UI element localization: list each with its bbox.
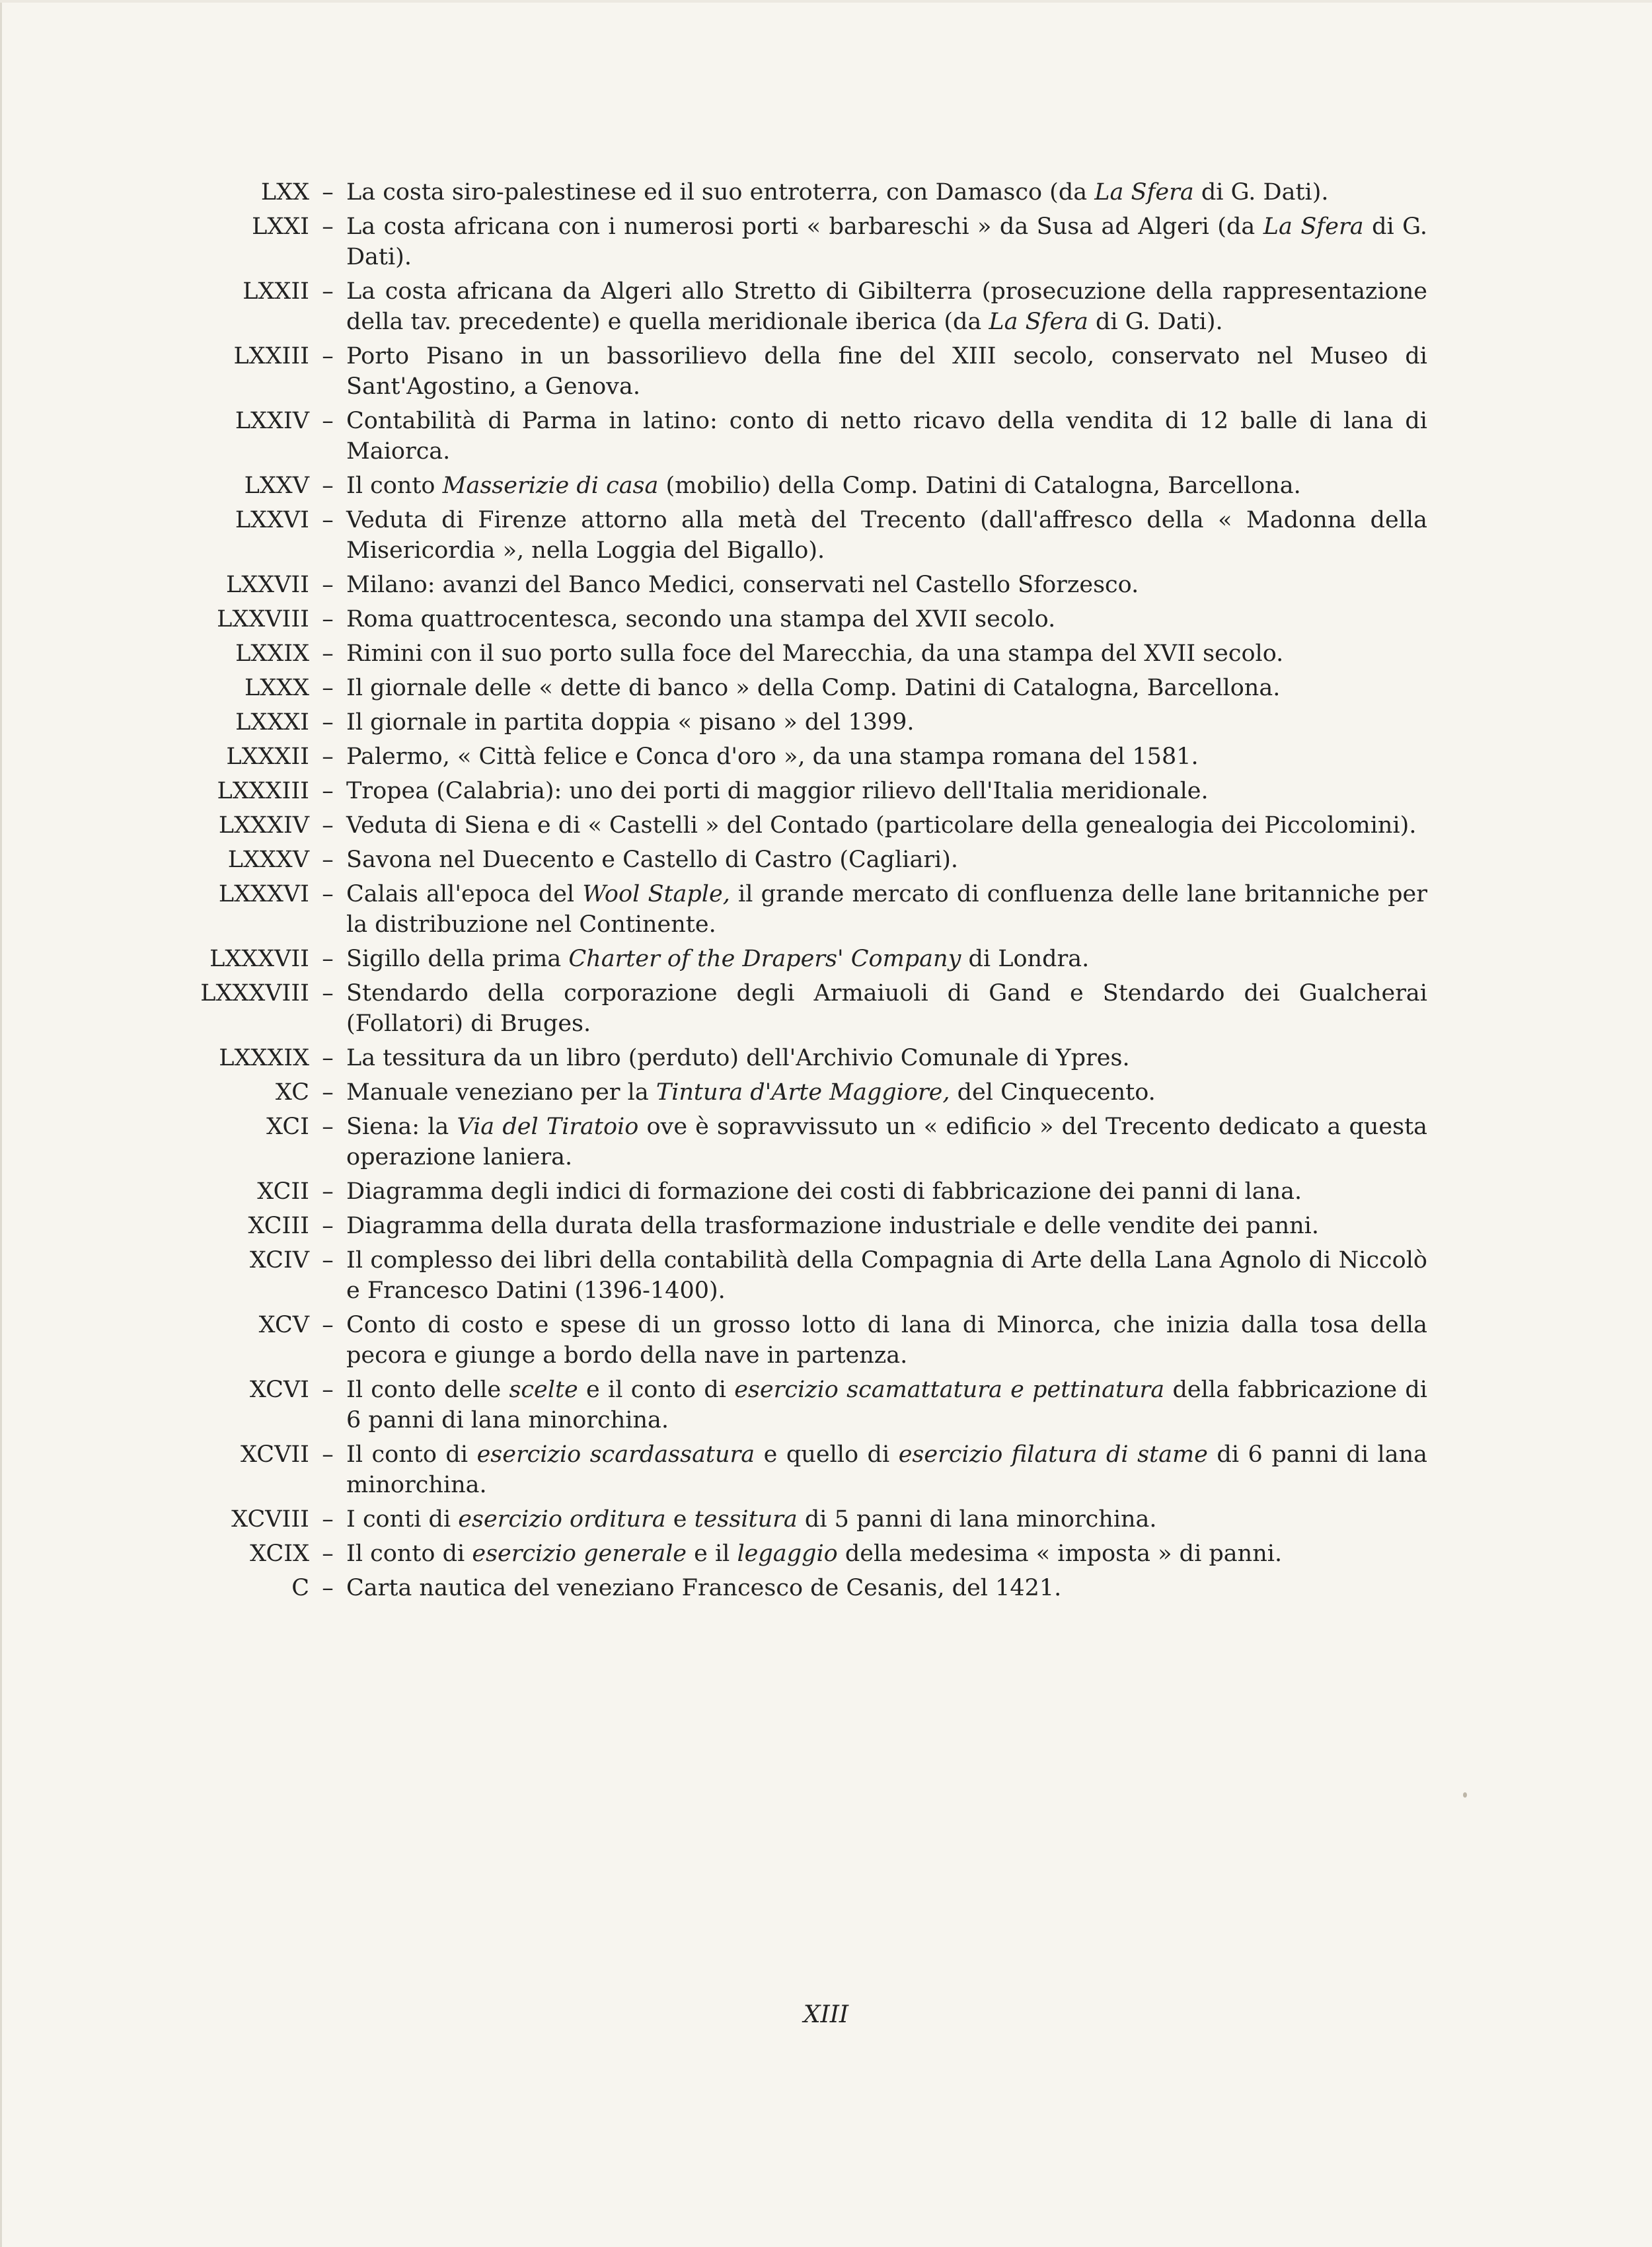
description-segment: Il conto (346, 473, 443, 499)
italic-title: esercizio filatura di stame (898, 1441, 1208, 1468)
description-segment: La tessitura da un libro (perduto) dell'Archivio Comunale di Ypres. (346, 1045, 1130, 1071)
plate-numeral: LXXXIII (217, 778, 309, 804)
entry-separator: – (322, 1045, 334, 1071)
plate-description (346, 471, 1480, 501)
description-segment: Il conto di (346, 1541, 472, 1567)
plate-description (346, 1077, 1480, 1108)
italic-title: La Sfera (1094, 179, 1194, 206)
description-segment: Veduta di Siena e di « Castelli » del Contado (particolare della genealogia dei Piccolomini). (346, 812, 1417, 839)
entry-separator: – (322, 1178, 334, 1205)
italic-title: Via del Tiratoio (457, 1114, 639, 1140)
italic-title: esercizio scardassatura (476, 1441, 755, 1468)
plate-numeral: XCVIII (231, 1506, 309, 1533)
plate-entry (159, 1176, 1480, 1207)
italic-title: Charter of the Drapers' Company (568, 946, 961, 972)
italic-title: tessitura (694, 1506, 798, 1533)
plate-entry (159, 810, 1480, 841)
plate-description (346, 707, 1480, 738)
plate-entry (159, 879, 1480, 940)
description-segment: La costa siro-palestinese ed il suo entroterra, con Damasco (da (346, 179, 1095, 206)
plate-description (346, 1211, 1480, 1241)
plate-entry (159, 505, 1480, 566)
plate-numeral: LXXXVIII (200, 980, 309, 1007)
description-segment: Stendardo della corporazione degli Armaiuoli di Gand e Stendardo dei Gualcherai (Follatori) di Bruges. (346, 980, 1427, 1037)
description-segment: di G. Dati). (346, 213, 1428, 270)
entry-separator: – (322, 709, 334, 736)
plate-list (159, 177, 1480, 1607)
plate-numeral: LXXI (252, 213, 309, 240)
plate-entry (159, 776, 1480, 806)
plate-numeral: LXXII (243, 278, 309, 305)
description-segment: Tropea (Calabria): uno dei porti di maggior rilievo dell'Italia meridionale. (346, 778, 1209, 804)
plate-numeral: XC (275, 1079, 309, 1106)
description-segment: Diagramma della durata della trasformazione industriale e delle vendite dei panni. (346, 1213, 1319, 1239)
plate-description (346, 1504, 1480, 1535)
description-segment: Veduta di Firenze attorno alla metà del Trecento (dall'affresco della « Madonna della Misericordia », nella Loggia del Bigallo). (346, 507, 1427, 564)
entry-separator: – (322, 1506, 334, 1533)
plate-description (346, 845, 1480, 875)
entry-separator: – (322, 473, 334, 499)
paper-speck (1463, 1792, 1467, 1798)
plate-entry (159, 742, 1480, 772)
description-segment: Calais all'epoca del (346, 881, 583, 907)
plate-description (346, 1375, 1480, 1435)
entry-separator: – (322, 408, 334, 434)
plate-description (346, 1176, 1480, 1207)
plate-description (346, 1573, 1480, 1603)
plate-description (346, 406, 1480, 467)
italic-title: La Sfera (989, 309, 1088, 335)
italic-title: Wool Staple, (582, 881, 730, 907)
plate-entry (159, 211, 1480, 272)
plate-numeral: LXXXVII (209, 946, 309, 972)
plate-numeral: XCV (258, 1312, 309, 1338)
description-segment: Roma quattrocentesca, secondo una stampa del XVII secolo. (346, 606, 1056, 632)
plate-numeral: XCI (266, 1114, 309, 1140)
entry-separator: – (322, 1441, 334, 1468)
entry-separator: – (322, 1575, 334, 1601)
plate-description (346, 1310, 1480, 1371)
description-segment: ove è sopravvissuto un « edificio » del Trecento dedicato a questa operazione laniera. (346, 1114, 1428, 1170)
entry-separator: – (322, 812, 334, 839)
plate-description (346, 810, 1480, 841)
entry-separator: – (322, 278, 334, 305)
plate-entry (159, 1439, 1480, 1500)
scan-edge (0, 0, 1652, 3)
plate-numeral: XCIX (250, 1541, 309, 1567)
entry-separator: – (322, 743, 334, 770)
plate-entry (159, 707, 1480, 738)
plate-numeral: LXXXI (235, 709, 309, 736)
description-segment: di G. Dati). (1193, 179, 1329, 206)
plate-entry (159, 1504, 1480, 1535)
plate-numeral: LXXXV (227, 847, 309, 873)
plate-description (346, 879, 1480, 940)
plate-numeral: XCIII (248, 1213, 309, 1239)
description-segment: Palermo, « Città felice e Conca d'oro », da una stampa romana del 1581. (346, 743, 1199, 770)
description-segment: Manuale veneziano per la (346, 1079, 656, 1106)
plate-description (346, 341, 1480, 402)
description-segment: il grande mercato di confluenza delle lane britanniche per la distribuzione nel Continente. (346, 881, 1427, 938)
entry-separator: – (322, 213, 334, 240)
description-segment: e (665, 1506, 695, 1533)
plate-description (346, 276, 1480, 337)
plate-entry (159, 604, 1480, 634)
description-segment: (mobilio) della Comp. Datini di Catalogna, Barcellona. (658, 473, 1301, 499)
italic-title: esercizio orditura (458, 1506, 666, 1533)
plate-numeral: LXXXIX (219, 1045, 309, 1071)
plate-entry (159, 471, 1480, 501)
entry-separator: – (322, 1079, 334, 1106)
plate-description (346, 638, 1480, 669)
plate-description (346, 776, 1480, 806)
description-segment: del Cinquecento. (950, 1079, 1156, 1106)
plate-numeral: XCVI (249, 1377, 309, 1403)
description-segment: Carta nautica del veneziano Francesco de Cesanis, del 1421. (346, 1575, 1062, 1601)
plate-description (346, 1439, 1480, 1500)
plate-numeral: LXXXVI (218, 881, 309, 907)
entry-separator: – (322, 847, 334, 873)
entry-separator: – (322, 778, 334, 804)
entry-separator: – (322, 343, 334, 369)
entry-separator: – (322, 507, 334, 533)
plate-numeral: LXXVII (225, 572, 309, 598)
entry-separator: – (322, 179, 334, 206)
description-segment: della fabbricazione di 6 panni di lana minorchina. (346, 1377, 1427, 1433)
entry-separator: – (322, 1312, 334, 1338)
entry-separator: – (322, 1247, 334, 1274)
description-segment: Rimini con il suo porto sulla foce del Marecchia, da una stampa del XVII secolo. (346, 640, 1284, 667)
plate-numeral: LXXVI (235, 507, 309, 533)
plate-entry (159, 570, 1480, 600)
description-segment: di Londra. (961, 946, 1090, 972)
plate-description (346, 1043, 1480, 1073)
entry-separator: – (322, 1114, 334, 1140)
plate-entry (159, 978, 1480, 1039)
entry-separator: – (322, 675, 334, 701)
plate-description (346, 673, 1480, 703)
description-segment: Il complesso dei libri della contabilità della Compagnia di Arte della Lana Agnolo di Niccolò e Francesco Datini (1396-1400). (346, 1247, 1427, 1304)
entry-separator: – (322, 1213, 334, 1239)
plate-description (346, 944, 1480, 974)
description-segment: Diagramma degli indici di formazione dei costi di fabbricazione dei panni di lana. (346, 1178, 1302, 1205)
plate-numeral: XCVII (240, 1441, 309, 1468)
plate-entry (159, 1573, 1480, 1603)
plate-entry (159, 1077, 1480, 1108)
plate-numeral: LXXIII (233, 343, 309, 369)
page-number: XIII (803, 2001, 849, 2028)
plate-description (346, 505, 1480, 566)
entry-separator: – (322, 980, 334, 1007)
plate-entry (159, 845, 1480, 875)
description-segment: Milano: avanzi del Banco Medici, conservati nel Castello Sforzesco. (346, 572, 1139, 598)
plate-entry (159, 638, 1480, 669)
plate-numeral: LXX (260, 179, 309, 206)
plate-description (346, 1245, 1480, 1306)
description-segment: Siena: la (346, 1114, 457, 1140)
italic-title: La Sfera (1263, 213, 1364, 240)
plate-description (346, 1539, 1480, 1569)
plate-description (346, 978, 1480, 1039)
description-segment: di 6 panni di lana minorchina. (346, 1441, 1428, 1498)
plate-numeral: C (291, 1575, 309, 1601)
entry-separator: – (322, 572, 334, 598)
plate-numeral: XCIV (249, 1247, 309, 1274)
plate-entry (159, 1211, 1480, 1241)
plate-numeral: LXXXII (226, 743, 309, 770)
plate-description (346, 1112, 1480, 1172)
plate-entry (159, 1375, 1480, 1435)
description-segment: di 5 panni di lana minorchina. (797, 1506, 1157, 1533)
plate-numeral: LXXX (244, 675, 309, 701)
plate-entry (159, 1112, 1480, 1172)
plate-numeral: LXXXIV (218, 812, 309, 839)
description-segment: Il conto delle (346, 1377, 509, 1403)
plate-numeral: LXXIV (235, 408, 309, 434)
italic-title: esercizio scamattatura e pettinatura (734, 1377, 1165, 1403)
description-segment: Sigillo della prima (346, 946, 569, 972)
plate-entry (159, 673, 1480, 703)
plate-numeral: LXXVIII (217, 606, 309, 632)
entry-separator: – (322, 881, 334, 907)
italic-title: legaggio (737, 1541, 838, 1567)
entry-separator: – (322, 1541, 334, 1567)
description-segment: della medesima « imposta » di panni. (837, 1541, 1283, 1567)
plate-entry (159, 177, 1480, 208)
description-segment: e il conto di (578, 1377, 735, 1403)
description-segment: di G. Dati). (1088, 309, 1223, 335)
plate-entry (159, 1539, 1480, 1569)
entry-separator: – (322, 946, 334, 972)
description-segment: e il (686, 1541, 737, 1567)
plate-numeral: LXXV (244, 473, 309, 499)
description-segment: I conti di (346, 1506, 459, 1533)
description-segment: La costa africana da Algeri allo Stretto di Gibilterra (prosecuzione della rappresentazione della tav. precedente) e quella meridionale iberica (da (346, 278, 1427, 335)
entry-separator: – (322, 606, 334, 632)
plate-entry (159, 406, 1480, 467)
italic-title: Masserizie di casa (442, 473, 659, 499)
plate-description (346, 177, 1480, 208)
italic-title: Tintura d'Arte Maggiore, (656, 1079, 950, 1106)
description-segment: La costa africana con i numerosi porti « barbareschi » da Susa ad Algeri (da (346, 213, 1263, 240)
description-segment: Il giornale delle « dette di banco » della Comp. Datini di Catalogna, Barcellona. (346, 675, 1281, 701)
description-segment: Savona nel Duecento e Castello di Castro (Cagliari). (346, 847, 959, 873)
plate-description (346, 570, 1480, 600)
entry-separator: – (322, 1377, 334, 1403)
description-segment: Il giornale in partita doppia « pisano » del 1399. (346, 709, 915, 736)
plate-numeral: XCII (257, 1178, 309, 1205)
plate-entry (159, 944, 1480, 974)
plate-numeral: LXXIX (235, 640, 309, 667)
plate-entry (159, 1310, 1480, 1371)
description-segment: Porto Pisano in un bassorilievo della fine del XIII secolo, conservato nel Museo di Sant'Agostino, a Genova. (346, 343, 1427, 400)
plate-entry (159, 341, 1480, 402)
description-segment: Contabilità di Parma in latino: conto di netto ricavo della vendita di 12 balle di lana di Maiorca. (346, 408, 1427, 465)
plate-entry (159, 1245, 1480, 1306)
plate-description (346, 742, 1480, 772)
italic-title: esercizio generale (472, 1541, 687, 1567)
plate-entry (159, 276, 1480, 337)
plate-entry (159, 1043, 1480, 1073)
description-segment: Il conto di (346, 1441, 477, 1468)
italic-title: scelte (509, 1377, 578, 1403)
description-segment: Conto di costo e spese di un grosso lotto di lana di Minorca, che inizia dalla tosa della pecora e giunge a bordo della nave in partenza. (346, 1312, 1427, 1369)
plate-description (346, 604, 1480, 634)
entry-separator: – (322, 640, 334, 667)
plate-description (346, 211, 1480, 272)
description-segment: e quello di (755, 1441, 899, 1468)
